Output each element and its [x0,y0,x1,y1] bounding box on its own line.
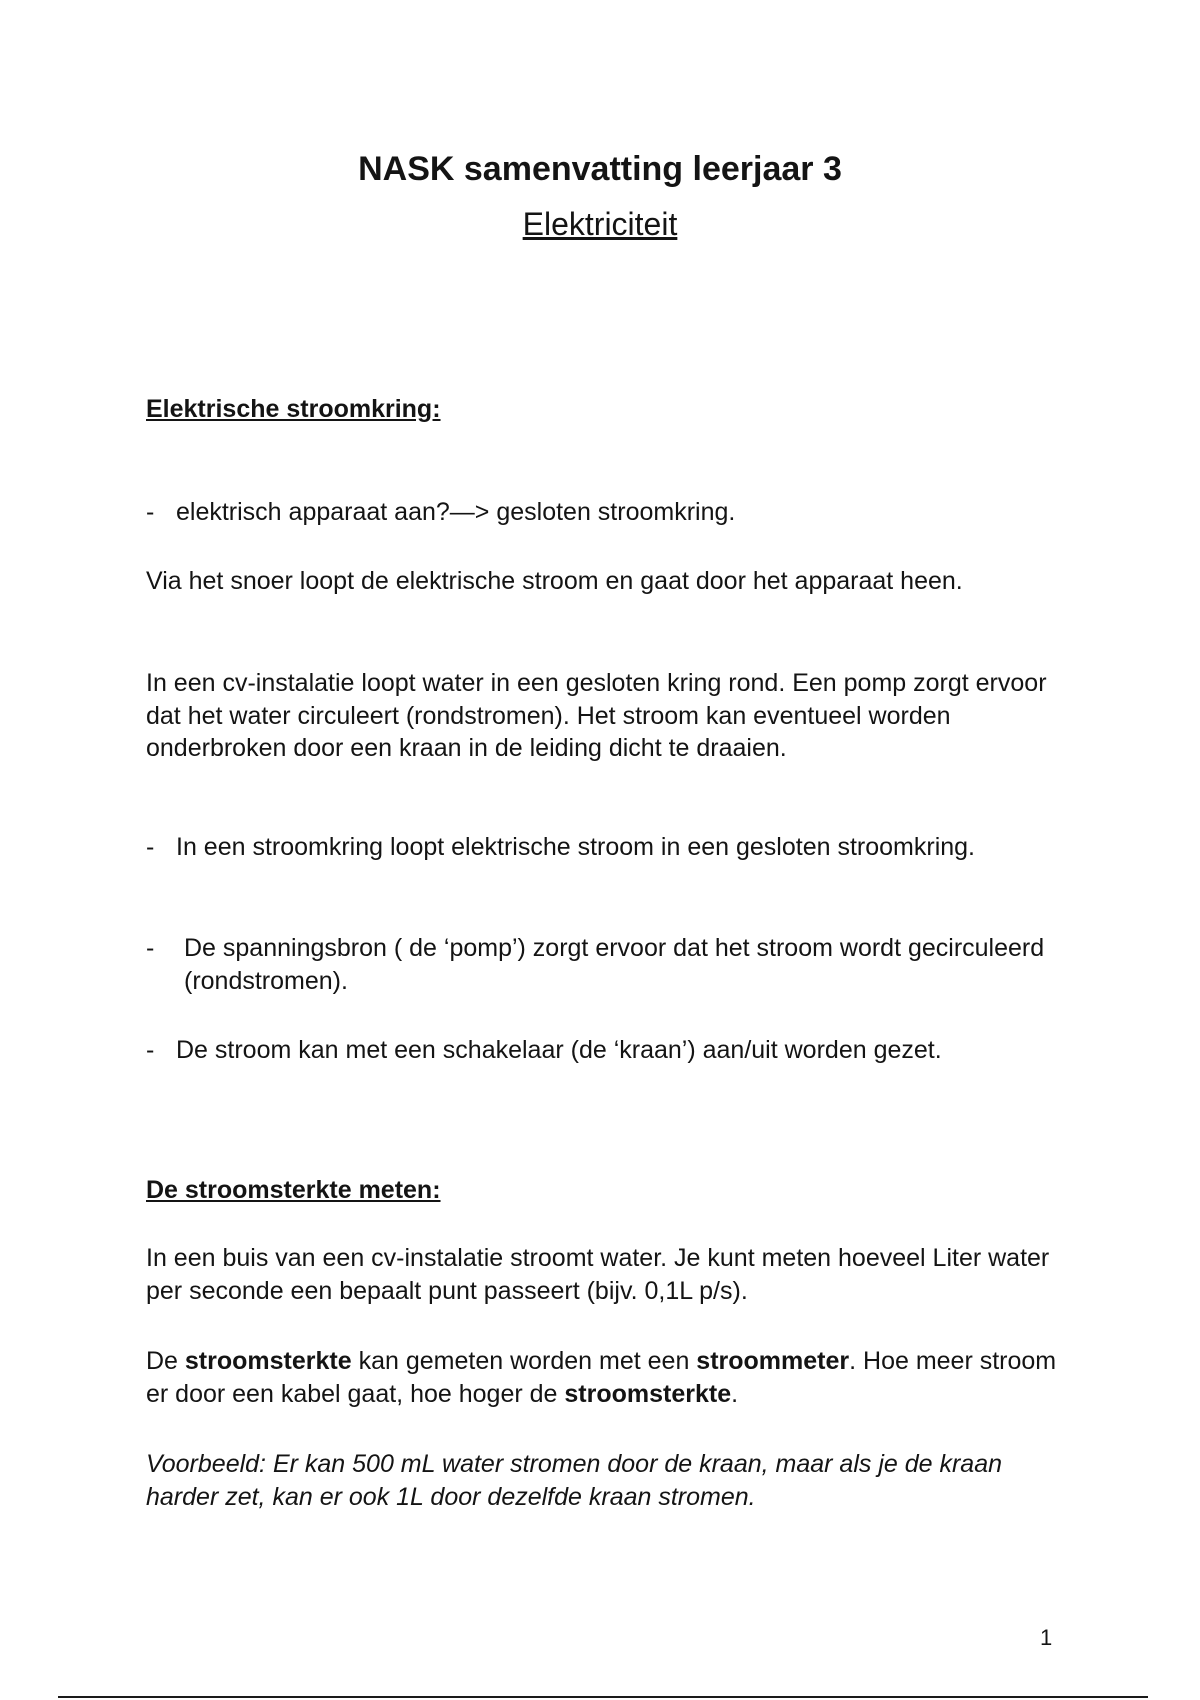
bullet-text: elektrisch apparaat aan?—> gesloten stroomkring. [176,498,736,526]
footer-divider [58,1696,1148,1698]
bullet-text: De stroom kan met een schakelaar (de ‘kraan’) aan/uit worden gezet. [176,1036,942,1064]
document-subtitle: Elektriciteit [522,206,678,242]
bullet-dash: - [146,1036,155,1064]
paragraph-stroomsterkte [146,1345,1066,1410]
text-run: . Hoe meer stroom er door een kabel gaat, hoe hoger de [146,1347,1057,1408]
bullet-text: De spanningsbron ( de ‘pomp’) zorgt ervoor dat het stroom wordt gecirculeerd (rondstromen). [184,934,1045,995]
bullet-item [146,496,1066,529]
paragraph: In een buis van een cv-instalatie stroomt water. Je kunt meten hoeveel Liter water per seconde een bepaalt punt passeert (bijv. 0,1L p/s). [146,1244,1050,1305]
bullet-dash: - [146,934,155,962]
bullet-text: In een stroomkring loopt elektrische stroom in een gesloten stroomkring. [176,833,975,861]
bullet-dash: - [146,833,155,861]
paragraph: In een cv-instalatie loopt water in een gesloten kring rond. Een pomp zorgt ervoor dat het water circuleert (rondstromen). Het stroom kan eventueel worden onderbroken door een kraan in de leiding dicht te draaien. [146,669,1047,762]
bold-term: stroomsterkte [564,1379,732,1408]
bold-term: stroommeter [696,1347,850,1375]
text-run: . [731,1379,739,1408]
document-title: NASK samenvatting leerjaar 3 [358,150,842,188]
bullet-item [146,831,1066,864]
bullet-item [146,932,1066,997]
bold-term: stroomsterkte [184,1347,352,1375]
example-paragraph: Voorbeeld: Er kan 500 mL water stromen door de kraan, maar als je de kraan harder zet, kan er ook 1L door dezelfde kraan stromen. [146,1450,1003,1511]
text-run: De [146,1347,185,1375]
section-heading-stroomsterkte: De stroomsterkte meten: [146,1176,441,1204]
page-number: 1 [1040,1625,1053,1650]
section-heading-stroomkring: Elektrische stroomkring: [146,395,441,423]
bullet-dash: - [146,498,155,526]
text-run: kan gemeten worden met een [351,1347,697,1375]
paragraph: Via het snoer loopt de elektrische stroom en gaat door het apparaat heen. [146,567,963,595]
bullet-item [146,1034,1066,1067]
